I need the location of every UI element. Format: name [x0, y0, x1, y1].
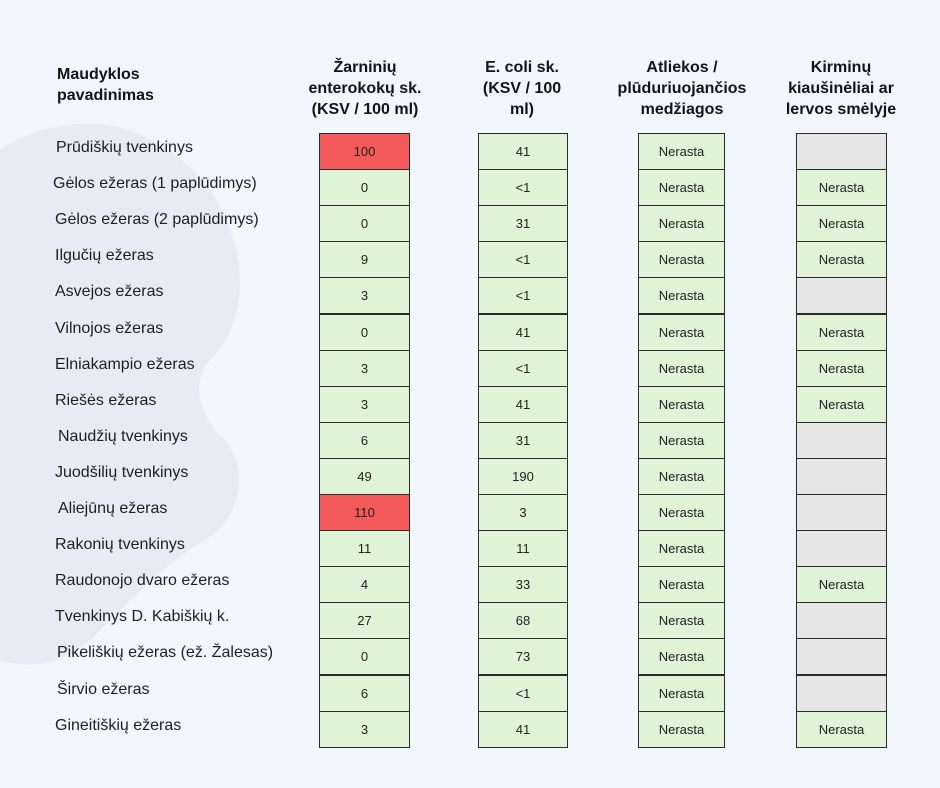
- worms-cell: [796, 133, 887, 170]
- litter-cell: Nerasta: [638, 277, 725, 314]
- litter-cell: Nerasta: [638, 422, 725, 459]
- worms-cell: Nerasta: [796, 386, 887, 423]
- litter-cell: Nerasta: [638, 386, 725, 423]
- worms-cell: [796, 458, 887, 495]
- ecoli-cell: <1: [478, 169, 568, 206]
- site-name: Gėlos ežeras (2 paplūdimys): [55, 211, 259, 229]
- worms-cell: [796, 277, 887, 314]
- enterococci-cell: 3: [319, 350, 410, 387]
- worms-cell: [796, 675, 887, 712]
- worms-cell: [796, 602, 887, 639]
- ecoli-cell: 41: [478, 711, 568, 748]
- enterococci-cell: 4: [319, 566, 410, 603]
- site-name: Elniakampio ežeras: [55, 355, 195, 373]
- site-name: Vilnojos ežeras: [55, 319, 164, 337]
- site-name: Gėlos ežeras (1 paplūdimys): [53, 175, 257, 193]
- site-name: Raudonojo dvaro ežeras: [55, 572, 230, 590]
- worms-cell: [796, 422, 887, 459]
- site-name: Gineitiškių ežeras: [55, 716, 182, 734]
- enterococci-cell: 0: [319, 169, 410, 206]
- enterococci-cell: 3: [319, 277, 410, 314]
- enterococci-cell: 6: [319, 422, 410, 459]
- enterococci-cell: 3: [319, 711, 410, 748]
- ecoli-cell: <1: [478, 241, 568, 278]
- header-name: Maudyklos pavadinimas: [57, 66, 154, 104]
- ecoli-cell: 190: [478, 458, 568, 495]
- enterococci-cell: 110: [319, 494, 410, 531]
- ecoli-cell: 3: [478, 494, 568, 531]
- worms-cell: Nerasta: [796, 711, 887, 748]
- ecoli-cell: 31: [478, 205, 568, 242]
- worms-cell: Nerasta: [796, 350, 887, 387]
- enterococci-cell: 3: [319, 386, 410, 423]
- ecoli-cell: 11: [478, 530, 568, 567]
- header-worms: Kirminų kiaušinėliai ar lervos smėlyje: [785, 59, 897, 118]
- ecoli-cell: 41: [478, 314, 568, 351]
- enterococci-cell: 11: [319, 530, 410, 567]
- enterococci-cell: 0: [319, 205, 410, 242]
- ecoli-cell: 33: [478, 566, 568, 603]
- worms-cell: Nerasta: [796, 169, 887, 206]
- enterococci-cell: 6: [319, 675, 410, 712]
- litter-cell: Nerasta: [638, 133, 725, 170]
- header-ecoli: E. coli sk. (KSV / 100 ml): [482, 59, 562, 118]
- litter-cell: Nerasta: [638, 711, 725, 748]
- ecoli-cell: 31: [478, 422, 568, 459]
- worms-cell: Nerasta: [796, 314, 887, 351]
- site-name: Tvenkinys D. Kabiškių k.: [55, 608, 230, 626]
- worms-cell: Nerasta: [796, 241, 887, 278]
- ecoli-cell: <1: [478, 350, 568, 387]
- litter-cell: Nerasta: [638, 314, 725, 351]
- site-name: Ilgučių ežeras: [55, 247, 154, 265]
- ecoli-cell: 68: [478, 602, 568, 639]
- worms-cell: [796, 638, 887, 675]
- enterococci-cell: 0: [319, 314, 410, 351]
- site-name: Riešės ežeras: [55, 391, 157, 409]
- litter-cell: Nerasta: [638, 566, 725, 603]
- enterococci-cell: 27: [319, 602, 410, 639]
- litter-cell: Nerasta: [638, 602, 725, 639]
- worms-cell: [796, 494, 887, 531]
- litter-cell: Nerasta: [638, 241, 725, 278]
- litter-cell: Nerasta: [638, 638, 725, 675]
- site-name: Širvio ežeras: [57, 680, 150, 698]
- header-enterococci: Žarninių enterokokų sk. (KSV / 100 ml): [308, 59, 422, 118]
- site-name: Asvejos ežeras: [55, 283, 164, 301]
- site-name: Naudžių tvenkinys: [58, 427, 188, 445]
- site-name: Prūdiškių tvenkinys: [56, 139, 193, 156]
- litter-cell: Nerasta: [638, 205, 725, 242]
- ecoli-cell: 41: [478, 386, 568, 423]
- site-name: Juodšilių tvenkinys: [55, 463, 189, 481]
- litter-cell: Nerasta: [638, 494, 725, 531]
- ecoli-cell: <1: [478, 277, 568, 314]
- enterococci-cell: 100: [319, 133, 410, 170]
- litter-cell: Nerasta: [638, 350, 725, 387]
- enterococci-cell: 49: [319, 458, 410, 495]
- site-name: Rakonių tvenkinys: [55, 536, 185, 554]
- litter-cell: Nerasta: [638, 530, 725, 567]
- worms-cell: Nerasta: [796, 566, 887, 603]
- enterococci-cell: 0: [319, 638, 410, 675]
- header-litter: Atliekos / plūduriuojančios medžiagos: [617, 59, 747, 118]
- litter-cell: Nerasta: [638, 169, 725, 206]
- ecoli-cell: <1: [478, 675, 568, 712]
- litter-cell: Nerasta: [638, 675, 725, 712]
- worms-cell: Nerasta: [796, 205, 887, 242]
- site-name: Pikeliškių ežeras (ež. Žalesas): [57, 644, 274, 662]
- site-name: Aliejūnų ežeras: [58, 500, 168, 517]
- enterococci-cell: 9: [319, 241, 410, 278]
- ecoli-cell: 73: [478, 638, 568, 675]
- worms-cell: [796, 530, 887, 567]
- ecoli-cell: 41: [478, 133, 568, 170]
- litter-cell: Nerasta: [638, 458, 725, 495]
